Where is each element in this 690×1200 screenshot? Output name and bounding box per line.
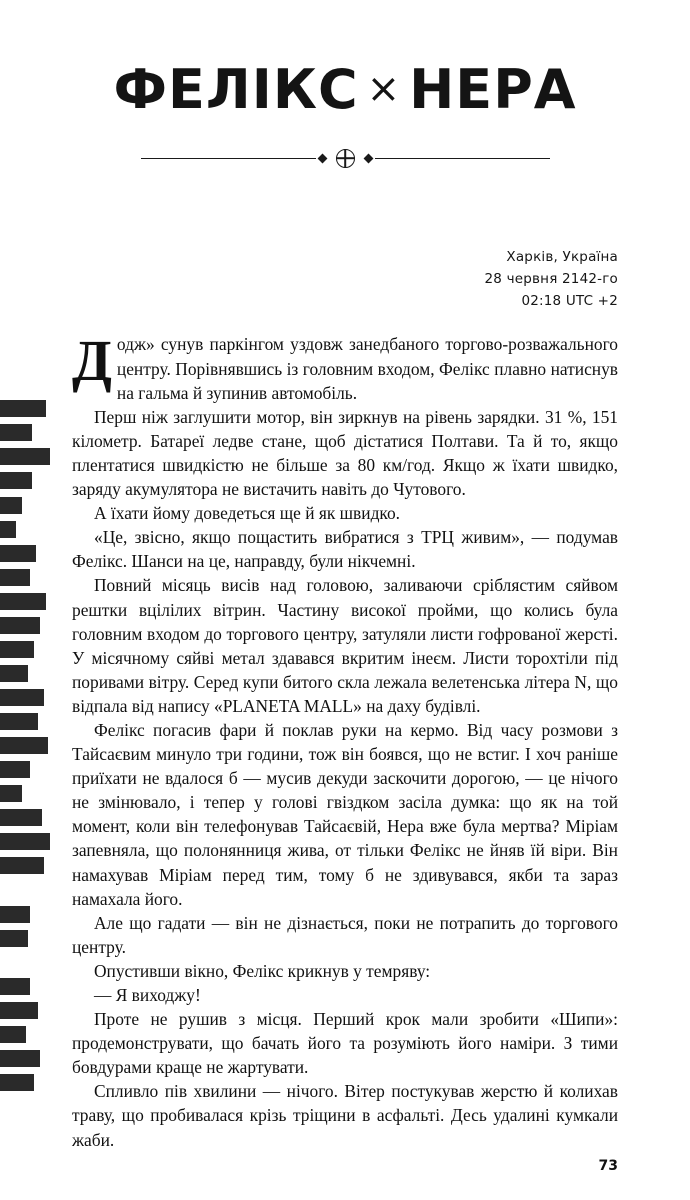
globe-crosshair-icon: [336, 149, 355, 168]
paragraph: Фелікс погасив фари й поклав руки на кермо. Від часу розмови з Тайсаєвим минуло три години, тож він боявся, що не встиг. І хоч раніше приїхати не вдалося б — мусив декуди заскочити дорогою, — це нічого не змінювало, і тепер у голові гвіздком засіла думка: що як на той момент, коли він телефонував Тайсаєвій, Нера вже була мертва? Міріам запевняла, що полонянниця жива, от тільки Фелікс не йняв їй віри. Він намахував Міріам перед тим, тому б не здивувався, якби та зараз намахала його.: [72, 719, 618, 909]
dateline-date: 28 червня 2142-го: [484, 270, 618, 287]
paragraph-text: одж» сунув паркінгом уздовж занедбаного торгово-розважального центру. Порівнявшись із головним входом, Фелікс плавно натиснув на гальма й зупинив автомобіль.: [116, 334, 618, 403]
paragraph: А їхати йому доведеться ще й як швидко.: [94, 503, 401, 524]
paragraph: Опустивши вікно, Фелікс крикнув у темряву:: [94, 960, 431, 981]
page-title: [72, 0, 618, 119]
diamond-icon-left: [317, 153, 327, 163]
page-number: 73: [598, 1158, 618, 1174]
dateline: [72, 246, 618, 313]
ornament-divider: [72, 149, 618, 168]
paragraph: Але що гадати — він не дізнається, поки не потрапить до торгового центру.: [72, 912, 618, 957]
drop-cap: Д: [72, 328, 112, 394]
dateline-time: 02:18 UTC +2: [521, 293, 618, 310]
divider-rule-right: [375, 158, 550, 159]
paragraph: — Я виходжу!: [94, 985, 201, 1006]
chapter-title-separator: ×: [366, 66, 402, 112]
paragraph: «Це, звісно, якщо пощастить вибратися з ТРЦ живим», — подумав Фелікс. Шанси на це, направду, були нікчемні.: [72, 527, 618, 572]
chapter-title-right: НЕРА: [409, 58, 577, 121]
paragraph: Повний місяць висів над головою, заливаючи сріблястим сяйвом рештки вцілілих вітрин. Частину високої пройми, що колись була головним входом до торгового центру, затуляли листи гофрованої жерсті. У місячному сяйві метал здавався вкритим інеєм. Листи торохтіли під поривами вітру. Серед купи битого скла лежала велетенська літера N, що відпала від напису «PLANETA MALL» на даху будівлі.: [72, 575, 618, 716]
body-text: [72, 328, 618, 1151]
paragraph: Спливло пів хвилини — нічого. Вітер постукував жерстю й колихав траву, що пробивалася крізь тріщини в асфальті. Десь удалині кумкали жаби.: [72, 1081, 618, 1150]
dateline-location: Харків, Україна: [506, 248, 618, 265]
divider-rule-left: [141, 158, 316, 159]
chapter-title-left: ФЕЛІКС: [113, 58, 359, 121]
paragraph: [72, 328, 618, 404]
paragraph: Проте не рушив з місця. Перший крок мали зробити «Шипи»: продемонструвати, що бачать його та розуміють його наміри. З тими бовдурами краще не жартувати.: [72, 1009, 618, 1078]
diamond-icon-right: [363, 153, 373, 163]
paragraph: Перш ніж заглушити мотор, він зиркнув на рівень зарядки. 31 %, 151 кілометр. Батареї ледве стане, щоб дістатися Полтави. Та й то, якщо плентатися швидкістю не більше за 80 км/год. Якщо ж їхати швидко, заряду акумулятора не вистачить навіть до Чутового.: [72, 406, 618, 500]
